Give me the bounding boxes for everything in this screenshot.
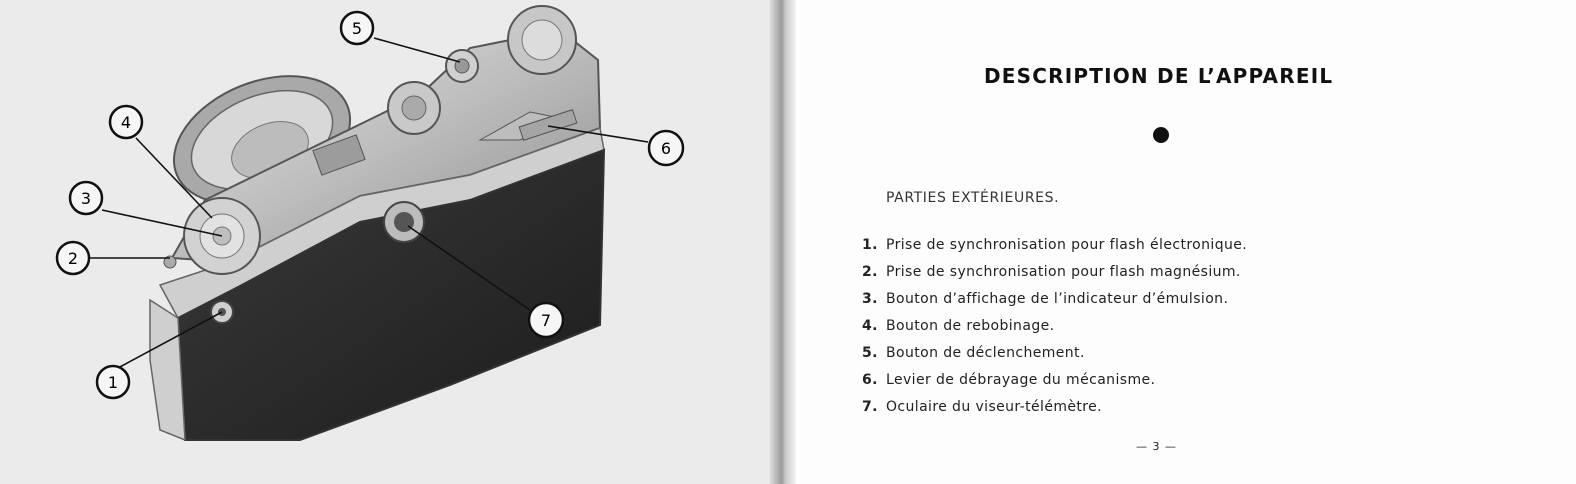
parts-list-item [862,316,1247,343]
parts-list-item [862,289,1247,316]
callout-5 [341,12,373,44]
callout-7 [529,303,563,337]
callout-3 [70,182,102,214]
part-number: 1. [862,237,878,253]
callout-2 [57,242,89,274]
callout-1 [97,366,129,398]
bullet-dot [1153,127,1169,143]
svg-text:6: 6 [660,139,672,158]
part-text: Prise de synchronisation pour flash magnésium. [886,264,1241,280]
parts-list-item [862,370,1247,397]
part-text: Bouton de rebobinage. [886,318,1055,334]
svg-text:2: 2 [67,249,79,268]
part-number: 2. [862,264,878,280]
book-gutter [770,0,796,484]
part-text: Oculaire du viseur-télémètre. [886,399,1102,415]
svg-text:4: 4 [120,113,132,132]
parts-list-item [862,397,1247,424]
parts-list [862,235,1247,424]
parts-list-item [862,343,1247,370]
svg-text:3: 3 [80,189,92,208]
part-number: 5. [862,345,878,361]
part-text: Bouton de déclenchement. [886,345,1085,361]
callout-4 [110,106,142,138]
part-number: 3. [862,291,878,307]
callout-6 [649,131,683,165]
part-number: 4. [862,318,878,334]
svg-text:5: 5 [351,19,363,38]
part-text: Prise de synchronisation pour flash électronique. [886,237,1248,253]
parts-list-item [862,235,1247,262]
part-text: Levier de débrayage du mécanisme. [886,372,1156,388]
svg-text:7: 7 [540,311,552,330]
camera-illustration [0,0,778,484]
part-text: Bouton d’affichage de l’indicateur d’émulsion. [886,291,1229,307]
section-subtitle: PARTIES EXTÉRIEURES. [886,190,1060,206]
part-number: 6. [862,372,878,388]
page-number: — 3 — [1136,440,1177,453]
right-page [796,0,1576,484]
page-title: DESCRIPTION DE L’APPAREIL [984,64,1334,88]
svg-text:1: 1 [107,373,119,392]
part-number: 7. [862,399,878,415]
parts-list-item [862,262,1247,289]
left-page [0,0,778,484]
